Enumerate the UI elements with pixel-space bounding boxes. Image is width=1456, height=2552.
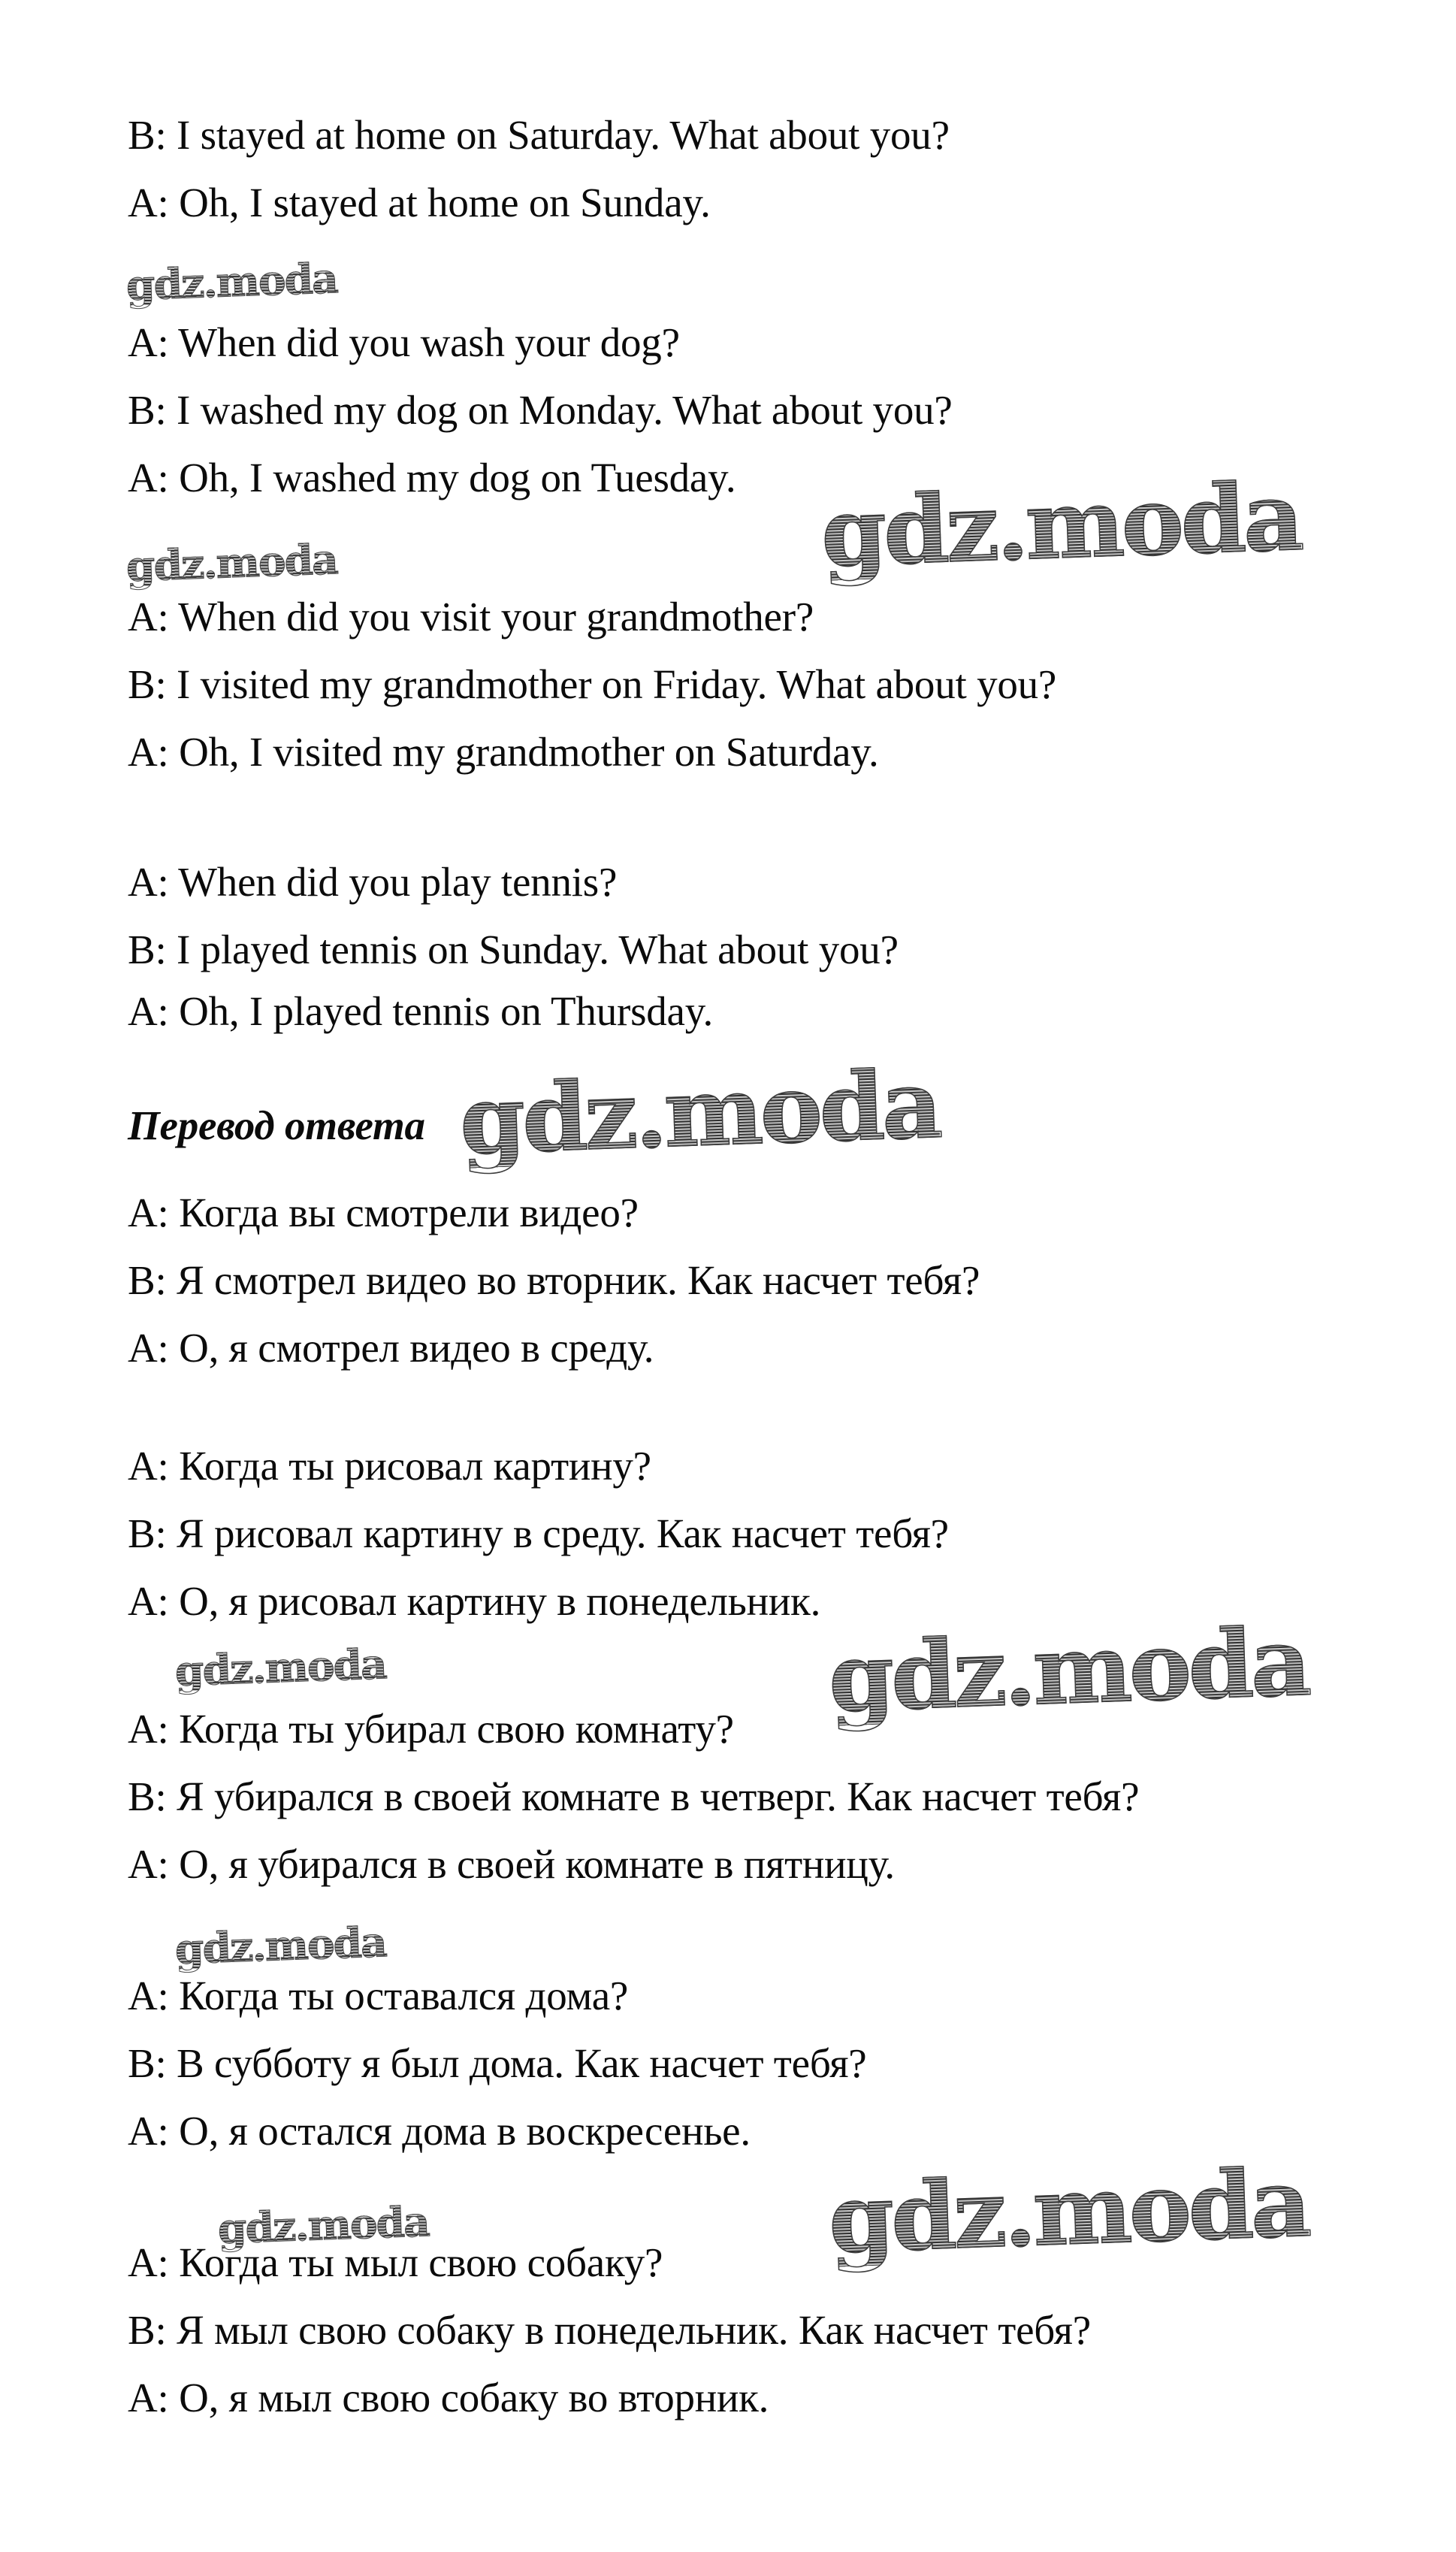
watermark-gdz-moda: gdz.moda (174, 1639, 387, 1695)
dialogue-line: A: О, я смотрел видео в среду. (128, 1325, 654, 1371)
watermark-gdz-moda: gdz.moda (826, 1607, 1310, 1734)
translation-heading: Перевод ответа (128, 1102, 425, 1148)
watermark-gdz-moda: gdz.moda (826, 2148, 1310, 2275)
dialogue-line: A: О, я остался дома в воскресенье. (128, 2108, 751, 2154)
dialogue-line: B: Я убирался в своей комнате в четверг. Как насчет тебя? (128, 1773, 1140, 1819)
watermark-gdz-moda: gdz.moda (458, 1049, 941, 1176)
dialogue-line: A: О, я убирался в своей комнате в пятницу. (128, 1841, 895, 1887)
dialogue-line: A: Когда ты убирал свою комнату? (128, 1706, 734, 1752)
dialogue-line: A: Oh, I visited my grandmother on Saturday. (128, 729, 879, 775)
watermark-gdz-moda: gdz.moda (125, 534, 338, 591)
dialogue-line: A: Когда ты оставался дома? (128, 1973, 629, 2018)
dialogue-line: B: I stayed at home on Saturday. What about you? (128, 112, 950, 158)
dialogue-line: A: О, я мыл свою собаку во вторник. (128, 2375, 769, 2420)
dialogue-line: A: Oh, I played tennis on Thursday. (128, 988, 713, 1034)
dialogue-line: A: Oh, I washed my dog on Tuesday. (128, 455, 736, 500)
dialogue-line: A: Oh, I stayed at home on Sunday. (128, 180, 711, 225)
dialogue-line: A: Когда вы смотрели видео? (128, 1190, 639, 1235)
watermark-gdz-moda: gdz.moda (174, 1917, 387, 1973)
dialogue-line: B: Я рисовал картину в среду. Как насчет тебя? (128, 1510, 949, 1556)
dialogue-line: A: Когда ты рисовал картину? (128, 1443, 651, 1489)
dialogue-line: B: Я мыл свою собаку в понедельник. Как насчет тебя? (128, 2307, 1091, 2353)
dialogue-line: A: О, я рисовал картину в понедельник. (128, 1578, 821, 1624)
dialogue-line: B: I played tennis on Sunday. What about you? (128, 927, 899, 972)
dialogue-line: A: When did you play tennis? (128, 859, 618, 905)
dialogue-line: B: I washed my dog on Monday. What about you? (128, 387, 953, 433)
dialogue-line: A: When did you visit your grandmother? (128, 594, 814, 640)
dialogue-line: B: Я смотрел видео во вторник. Как насчет тебя? (128, 1257, 980, 1303)
watermark-gdz-moda: gdz.moda (819, 461, 1303, 588)
dialogue-line: B: В субботу я был дома. Как насчет тебя? (128, 2040, 867, 2086)
watermark-gdz-moda: gdz.moda (125, 253, 338, 310)
dialogue-line: B: I visited my grandmother on Friday. What about you? (128, 661, 1057, 707)
dialogue-line: A: Когда ты мыл свою собаку? (128, 2239, 663, 2285)
watermark-gdz-moda: gdz.moda (216, 2197, 430, 2253)
dialogue-line: A: When did you wash your dog? (128, 319, 680, 365)
